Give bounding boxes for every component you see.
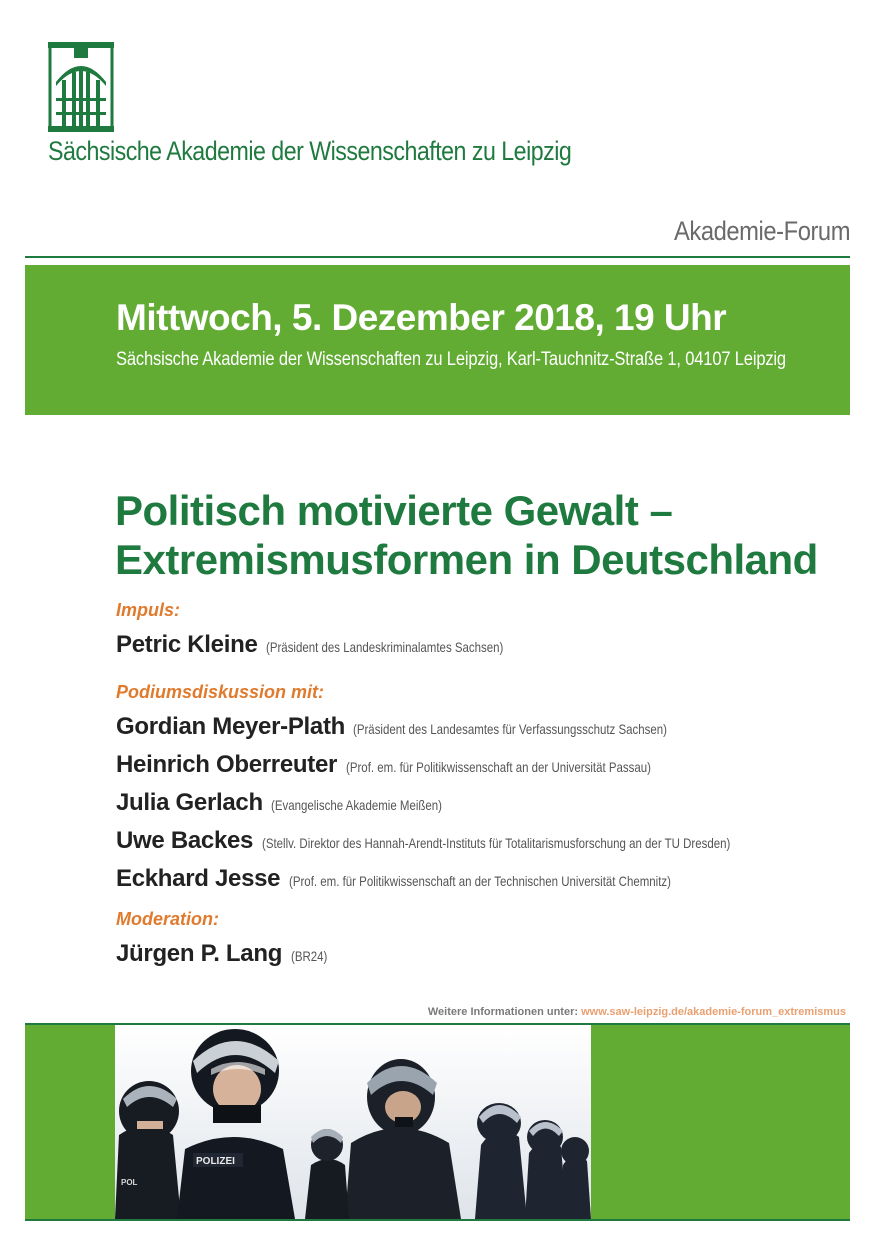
panelist-role: (Präsident des Landesamtes für Verfassungsschutz Sachsen) bbox=[353, 721, 668, 737]
academy-window-logo-icon bbox=[48, 42, 114, 132]
police-officers-photo bbox=[115, 1025, 591, 1219]
panelist-name: Gordian Meyer-Plath bbox=[116, 713, 346, 740]
more-info-line bbox=[428, 1006, 846, 1018]
panelist-role: (Stellv. Direktor des Hannah-Arendt-Instituts für Totalitarismusforschung an der TU Dresden) bbox=[261, 835, 730, 851]
event-title-line-2: Extremismusformen in Deutschland bbox=[115, 536, 818, 583]
moderation-label: Moderation: bbox=[116, 909, 219, 929]
panelist-role: (Prof. em. für Politikwissenschaft an der Universität Passau) bbox=[345, 759, 651, 775]
police-illustration bbox=[115, 1025, 591, 1219]
speaker-role: (Präsident des Landeskriminalamtes Sachsen) bbox=[265, 639, 504, 655]
panelist-name: Julia Gerlach bbox=[116, 789, 263, 816]
vest-label-partial: POL bbox=[121, 1178, 138, 1187]
panelist bbox=[116, 789, 480, 817]
event-title-line-1: Politisch motivierte Gewalt – bbox=[115, 487, 673, 534]
series-label: Akademie-Forum bbox=[673, 216, 850, 246]
panel-label: Podiumsdiskussion mit: bbox=[116, 682, 325, 702]
panelist bbox=[116, 865, 755, 893]
academy-name: Sächsische Akademie der Wissenschaften zu Leipzig bbox=[48, 136, 572, 166]
moderator bbox=[116, 940, 335, 968]
panelist-name: Heinrich Oberreuter bbox=[116, 751, 338, 778]
event-date-time: Mittwoch, 5. Dezember 2018, 19 Uhr bbox=[116, 297, 727, 338]
panelist-name: Eckhard Jesse bbox=[116, 865, 281, 892]
header-divider bbox=[25, 256, 850, 258]
event-title bbox=[115, 486, 818, 584]
panelist-name: Uwe Backes bbox=[116, 827, 254, 854]
date-banner bbox=[25, 265, 850, 415]
panelist bbox=[116, 713, 736, 741]
speaker-impulse bbox=[116, 631, 555, 659]
impulse-label: Impuls: bbox=[116, 600, 181, 620]
speaker-name: Petric Kleine bbox=[116, 631, 258, 658]
panelist-role: (Prof. em. für Politikwissenschaft an der Technischen Universität Chemnitz) bbox=[288, 873, 671, 889]
more-info-prefix: Weitere Informationen unter: bbox=[427, 1006, 579, 1018]
panelist bbox=[116, 751, 717, 779]
moderator-role: (BR24) bbox=[290, 948, 327, 964]
more-info-link[interactable]: www.saw-leipzig.de/akademie-forum_extremismus bbox=[581, 1006, 846, 1018]
event-venue: Sächsische Akademie der Wissenschaften zu Leipzig, Karl-Tauchnitz-Straße 1, 04107 Leipzig bbox=[116, 349, 786, 370]
panelist-role: (Evangelische Akademie Meißen) bbox=[271, 797, 443, 813]
panelist bbox=[116, 827, 833, 855]
photo-banner bbox=[25, 1023, 850, 1221]
vest-label: POLIZEI bbox=[196, 1156, 235, 1167]
moderator-name: Jürgen P. Lang bbox=[116, 940, 283, 967]
